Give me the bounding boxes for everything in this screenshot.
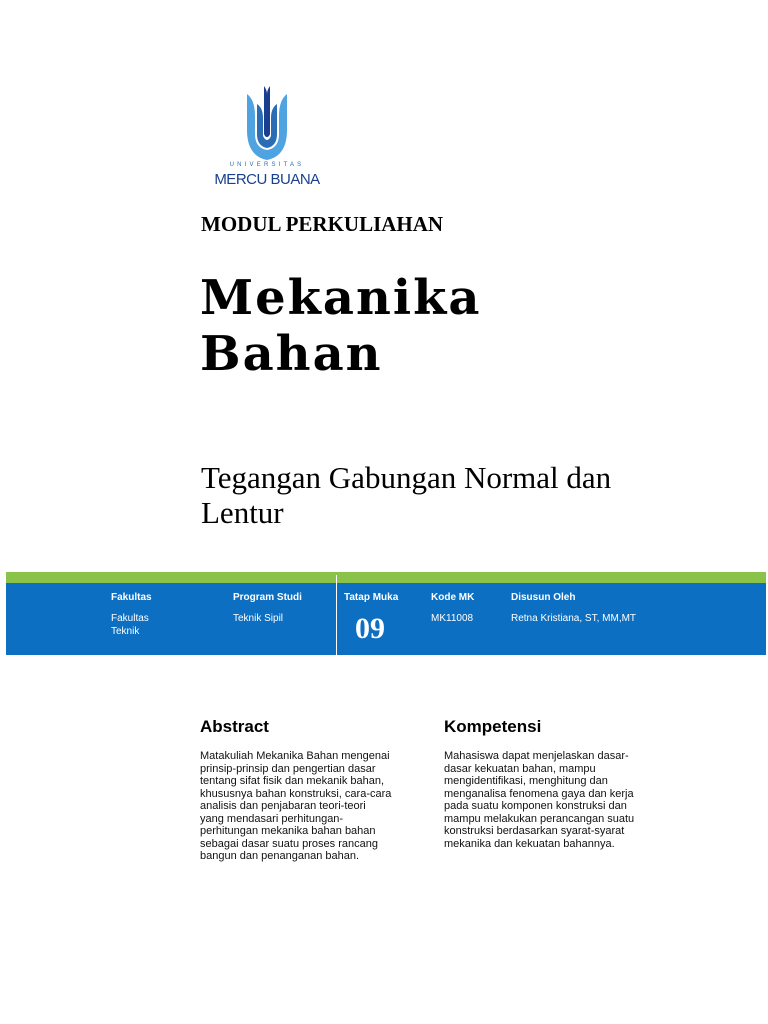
kompetensi-line: Mahasiswa dapat menjelaskan dasar- [444,750,629,762]
kompetensi-heading: Kompetensi [444,717,542,736]
abstract-line: tentang sifat fisik dan mekanik bahan, [200,775,385,787]
title-line-1: Mekanika [200,270,482,326]
mercu-buana-emblem-icon [245,86,289,160]
abstract-line: bangun dan penanganan bahan. [200,850,360,862]
fakultas-value-line-1: Fakultas [111,613,149,624]
university-logo [199,86,335,196]
fakultas-value-line-2: Teknik [111,626,140,637]
kompetensi-line: mampu melakukan perancangan suatu [444,812,635,825]
fakultas-value [111,612,149,638]
kode-mk-value: MK11008 [431,613,474,624]
program-studi-label: Program Studi [233,592,302,603]
kompetensi-line: mekanika dan kekuatan bahannya. [444,837,615,850]
abstract-body [200,750,430,863]
kompetensi-line: dasar kekuatan bahan, mampu [444,762,596,775]
abstract-line: Matakuliah Mekanika Bahan mengenai [200,750,390,762]
kompetensi-line: pada suatu komponen konstruksi dan [444,800,627,812]
abstract-line: sebagai dasar suatu proses rancang [200,837,378,850]
abstract-line: analisis dan penjabaran teori-teori [200,800,366,812]
abstract-heading: Abstract [200,717,269,736]
abstract-line: yang mendasari perhitungan- [200,812,344,825]
program-studi-value: Teknik Sipil [233,613,284,624]
band-divider [336,575,337,655]
abstract-line: prinsip-prinsip dan pengertian dasar [200,762,376,775]
disusun-oleh-value: Retna Kristiana, ST, MM,MT [511,613,637,624]
title-line-2: Bahan [200,326,383,382]
tatap-muka-label: Tatap Muka [344,592,399,603]
logo-university-text: UNIVERSITAS [229,162,305,168]
page-title [200,270,482,382]
kompetensi-line: konstruksi berdasarkan syarat-syarat [444,825,625,837]
modul-label: MODUL PERKULIAHAN [201,212,444,236]
abstract-line: khususnya bahan konstruksi, cara-cara [200,787,392,800]
kode-mk-label: Kode MK [431,592,475,603]
fakultas-label: Fakultas [111,592,152,603]
kompetensi-line: mengidentifikasi, menghitung dan [444,775,608,787]
subtitle: Tegangan Gabungan Normal dan Lentur [201,460,612,530]
disusun-oleh-label: Disusun Oleh [511,592,576,603]
abstract-line: perhitungan mekanika bahan bahan [200,825,376,837]
accent-bar [6,572,766,583]
logo-name-text: MERCU BUANA [214,171,320,188]
kompetensi-line: menganalisa fenomena gaya dan kerja [444,787,634,800]
kompetensi-body [444,750,674,850]
tatap-muka-value: 09 [355,612,385,645]
